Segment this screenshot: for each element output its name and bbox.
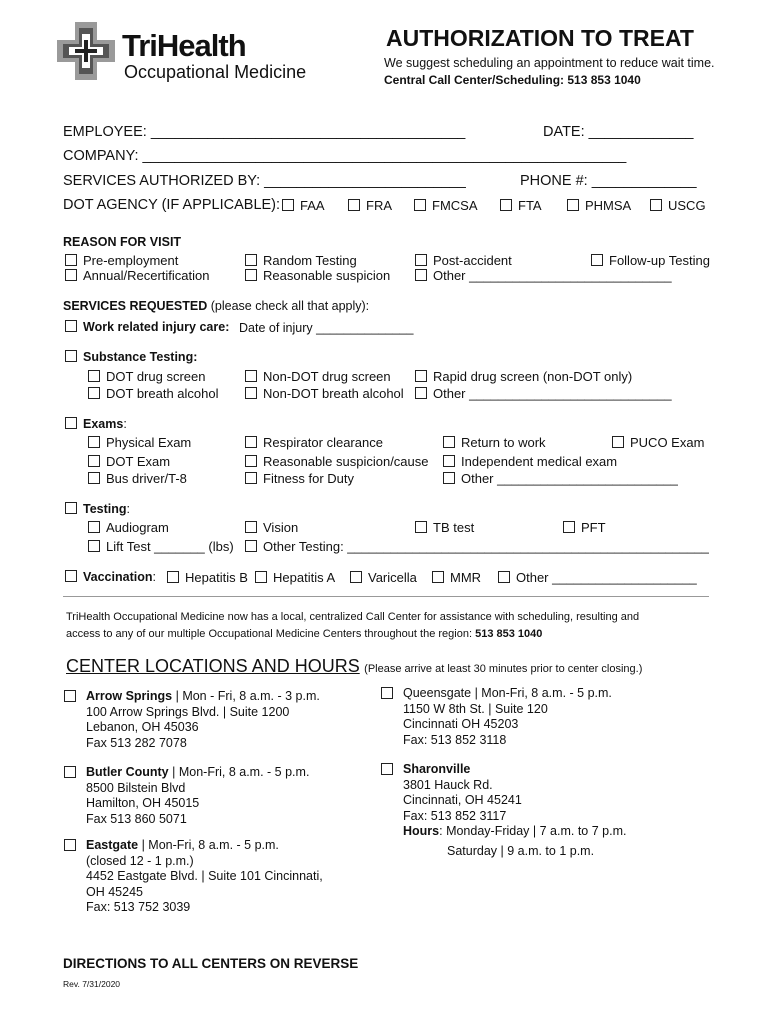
location-address: 100 Arrow Springs Blvd. | Suite 1200 [86,704,290,719]
checkbox[interactable] [500,199,512,211]
dot-agency-label: DOT AGENCY (IF APPLICABLE): [63,197,281,213]
location-fax: Fax: 513 852 3117 [403,808,507,823]
checkbox[interactable] [563,521,575,533]
vaccination-option[interactable] [65,570,156,584]
date-of-injury-field[interactable]: Date of injury ______________ [239,321,414,335]
option-label: Exams [83,417,124,431]
call-center-note-line2 [66,628,542,640]
checkbox[interactable] [348,199,360,211]
option-label: Post-accident [433,253,512,268]
location-name: Arrow Springs [86,689,173,703]
exam-other[interactable] [443,471,678,486]
option-label: Lift Test _______ (lbs) [106,539,234,554]
test-tb[interactable] [415,520,474,535]
location-eastgate[interactable] [86,838,323,916]
checkbox[interactable] [415,254,427,266]
location-name: Queensgate | Mon-Fri, 8 a.m. - 5 p.m. [403,686,612,700]
checkbox[interactable] [567,199,579,211]
option-label: Work related injury care: [83,320,230,334]
exam-puco[interactable] [612,435,704,450]
option-label: Physical Exam [106,435,192,450]
exam-bus-driver[interactable] [88,471,187,486]
option-label: Reasonable suspicion [263,268,391,283]
checkbox[interactable] [245,269,257,281]
agency-label: PHMSA [585,198,632,213]
option-label: DOT breath alcohol [106,386,219,401]
location-name: Butler County [86,765,169,779]
checkbox[interactable] [650,199,662,211]
location-name: Sharonville [403,762,471,776]
exam-respirator[interactable] [245,435,383,450]
checkbox[interactable] [88,455,100,467]
option-label: Hepatitis B [185,570,248,585]
checkbox[interactable] [65,417,77,429]
option-label: Pre-employment [83,253,179,268]
location-queensgate[interactable] [403,686,612,748]
hours-text: : Monday-Friday | 7 a.m. to 7 p.m. [439,824,627,838]
option-label: Follow-up Testing [609,253,710,268]
vaccine-other[interactable] [498,570,697,585]
exam-physical[interactable] [88,435,191,450]
option-label: Vaccination [83,570,153,584]
checkbox[interactable] [415,370,427,382]
exam-return-to-work[interactable] [443,435,546,450]
agency-fra[interactable] [348,198,392,213]
employee-field[interactable]: EMPLOYEE: _______________________________________ [63,124,466,140]
vaccine-hep-b[interactable] [167,570,248,585]
checkbox[interactable] [245,370,257,382]
locations-note: (Please arrive at least 30 minutes prior to center closing.) [364,663,643,675]
checkbox[interactable] [65,350,77,362]
reason-heading: REASON FOR VISIT [63,235,182,249]
logo [55,20,325,82]
option-label: Random Testing [263,253,357,268]
checkbox[interactable] [443,455,455,467]
location-city: Cincinnati OH 45203 [403,717,519,731]
exam-reasonable[interactable] [245,454,429,469]
agency-label: FMCSA [432,198,478,213]
vaccine-mmr[interactable] [432,570,481,585]
option-label: Other ____________________________ [433,386,672,401]
checkbox[interactable] [88,521,100,533]
option-label: PFT [581,520,606,535]
agency-fta[interactable] [500,198,542,213]
divider [63,596,709,597]
location-saturday-hours: Saturday | 9 a.m. to 1 p.m. [447,843,595,858]
location-line [86,765,309,781]
option-label: Other Testing: __________________________________________________ [263,539,709,554]
checkbox[interactable] [65,254,77,266]
checkbox[interactable] [88,472,100,484]
trihealth-cross-logo-icon [55,20,117,82]
checkbox[interactable] [415,387,427,399]
checkbox[interactable] [88,370,100,382]
agency-label: FRA [366,198,392,213]
location-closed-note: (closed 12 - 1 p.m.) [86,853,194,868]
agency-label: USCG [668,198,706,213]
option-label: Other ____________________________ [433,268,672,283]
checkbox[interactable] [245,472,257,484]
services-heading-text: SERVICES REQUESTED [63,299,208,313]
checkbox[interactable] [65,502,77,514]
checkbox[interactable] [612,436,624,448]
option-label: Hepatitis A [273,570,336,585]
location-city: Hamilton, OH 45015 [86,796,200,810]
substance-other[interactable] [415,386,672,401]
reason-reasonable[interactable] [245,268,390,283]
location-fax: Fax: 513 852 3118 [403,732,507,747]
checkbox[interactable] [498,571,510,583]
checkbox[interactable] [432,571,444,583]
hours-label: Hours [403,824,440,838]
agency-fmcsa[interactable] [414,198,478,213]
location-address: 4452 Eastgate Blvd. | Suite 101 Cincinnati, [86,869,323,883]
checkbox[interactable] [167,571,179,583]
checkbox[interactable] [443,472,455,484]
non-dot-drug-screen[interactable] [245,369,391,384]
checkbox[interactable] [415,269,427,281]
reason-other[interactable] [415,268,672,283]
option-label: DOT Exam [106,454,171,469]
call-center-note-line1: TriHealth Occupational Medicine now has a local, centralized Call Center for assistance with scheduling, resulting and [66,611,640,623]
option-label: Independent medical exam [461,454,618,469]
location-hours [403,824,626,840]
reason-annual[interactable] [65,268,209,283]
form-title: AUTHORIZATION TO TREAT [386,25,694,51]
location-hours: | Mon-Fri, 8 a.m. - 5 p.m. [168,765,310,779]
revision-date: Rev. 7/31/2020 [63,979,121,989]
checkbox[interactable] [88,387,100,399]
work-injury-option[interactable] [65,320,229,334]
call-center-note-text: access to any of our multiple Occupational Medicine Centers throughout the region: [66,628,473,640]
option-label: Audiogram [106,520,169,535]
testing-option[interactable] [65,502,130,516]
reason-follow-up[interactable] [591,253,710,268]
substance-testing-option[interactable] [65,350,197,364]
call-center-phone: 513 853 1040 [475,628,543,640]
checkbox[interactable] [88,436,100,448]
checkbox[interactable] [65,269,77,281]
logo-brand: TriHealth [122,28,246,63]
option-label: Varicella [368,570,417,585]
option-label: Rapid drug screen (non-DOT only) [433,369,633,384]
agency-phmsa[interactable] [567,198,631,213]
location-name: Eastgate [86,838,139,852]
option-label: Reasonable suspicion/cause [263,454,429,469]
option-label: Respirator clearance [263,435,383,450]
option-label: Other _________________________ [461,471,678,486]
location-fax: Fax 513 860 5071 [86,811,187,826]
vaccine-varicella[interactable] [350,570,417,585]
location-line [86,838,323,854]
checkbox[interactable] [64,766,76,778]
checkbox[interactable] [415,521,427,533]
option-label: Fitness for Duty [263,471,355,486]
colon: : [152,570,156,584]
option-label: Substance Testing: [83,350,198,364]
checkbox[interactable] [245,521,257,533]
location-sharonville[interactable] [403,762,626,859]
exam-dot[interactable] [88,454,170,469]
agency-faa[interactable] [282,198,325,213]
services-heading-note: (please check all that apply): [207,299,370,313]
location-hours: | Mon-Fri, 8 a.m. - 5 p.m. [138,838,279,852]
location-city: Cincinnati, OH 45241 [403,793,522,807]
reason-random[interactable] [245,253,357,268]
header-call-center: Central Call Center/Scheduling: 513 853 1040 [384,73,641,87]
colon: : [123,417,127,431]
test-vision[interactable] [245,520,298,535]
company-field[interactable]: COMPANY: ____________________________________________________________ [63,148,627,164]
logo-subtitle: Occupational Medicine [124,62,307,82]
option-label: Vision [263,520,299,535]
option-label: PUCO Exam [630,435,705,450]
reason-pre-employment[interactable] [65,253,178,268]
checkbox[interactable] [64,839,76,851]
services-heading [63,299,369,313]
checkbox[interactable] [245,540,257,552]
location-arrow-springs[interactable] [86,689,320,751]
checkbox[interactable] [350,571,362,583]
exam-independent[interactable] [443,454,617,469]
checkbox[interactable] [245,254,257,266]
checkbox[interactable] [381,687,393,699]
location-fax: Fax: 513 752 3039 [86,900,191,914]
agency-label: FTA [518,198,542,213]
test-lift[interactable] [88,539,234,554]
test-audiogram[interactable] [88,520,169,535]
checkbox[interactable] [381,763,393,775]
rapid-drug-screen[interactable] [415,369,632,384]
locations-heading [66,656,642,677]
agency-label: FAA [300,198,325,213]
option-label: Testing [83,502,127,516]
phone-field[interactable]: PHONE #: _____________ [520,173,697,189]
checkbox[interactable] [414,199,426,211]
location-address: 1150 W 8th St. | Suite 120 [403,701,548,716]
colon: : [126,502,131,516]
option-label: DOT drug screen [106,369,206,384]
checkbox[interactable] [245,387,257,399]
option-label: Other ____________________ [516,570,697,585]
location-city: Lebanon, OH 45036 [86,720,199,734]
location-city: OH 45245 [86,884,143,899]
checkbox[interactable] [245,455,257,467]
option-label: Annual/Recertification [83,268,210,283]
checkbox[interactable] [282,199,294,211]
checkbox[interactable] [591,254,603,266]
option-label: Non-DOT drug screen [263,369,391,384]
checkbox[interactable] [64,690,76,702]
date-field[interactable]: DATE: _____________ [543,124,694,140]
services-authorized-by-field[interactable]: SERVICES AUTHORIZED BY: _________________________ [63,173,466,189]
location-address: 8500 Bilstein Blvd [86,780,186,795]
checkbox[interactable] [443,436,455,448]
location-hours: | Mon - Fri, 8 a.m. - 3 p.m. [172,689,320,703]
agency-uscg[interactable] [650,198,706,213]
dot-breath-alcohol[interactable] [88,386,219,401]
exams-option[interactable] [65,417,127,431]
dot-drug-screen[interactable] [88,369,205,384]
non-dot-breath-alcohol[interactable] [245,386,404,401]
location-butler-county[interactable] [86,765,309,827]
location-line [86,689,320,705]
exam-fitness[interactable] [245,471,354,486]
checkbox[interactable] [65,570,77,582]
checkbox[interactable] [88,540,100,552]
directions-note: DIRECTIONS TO ALL CENTERS ON REVERSE [63,956,359,971]
reason-post-accident[interactable] [415,253,512,268]
checkbox[interactable] [245,436,257,448]
option-label: Non-DOT breath alcohol [263,386,404,401]
option-label: MMR [450,570,482,585]
test-other[interactable] [245,539,709,554]
option-label: Bus driver/T-8 [106,471,187,486]
vaccine-hep-a[interactable] [255,570,335,585]
checkbox[interactable] [65,320,77,332]
option-label: Return to work [461,435,546,450]
option-label: TB test [433,520,475,535]
test-pft[interactable] [563,520,606,535]
location-address: 3801 Hauck Rd. [403,777,493,792]
location-fax: Fax 513 282 7078 [86,735,187,750]
locations-heading-text: CENTER LOCATIONS AND HOURS [66,656,360,676]
header-note: We suggest scheduling an appointment to reduce wait time. [384,56,715,70]
checkbox[interactable] [255,571,267,583]
